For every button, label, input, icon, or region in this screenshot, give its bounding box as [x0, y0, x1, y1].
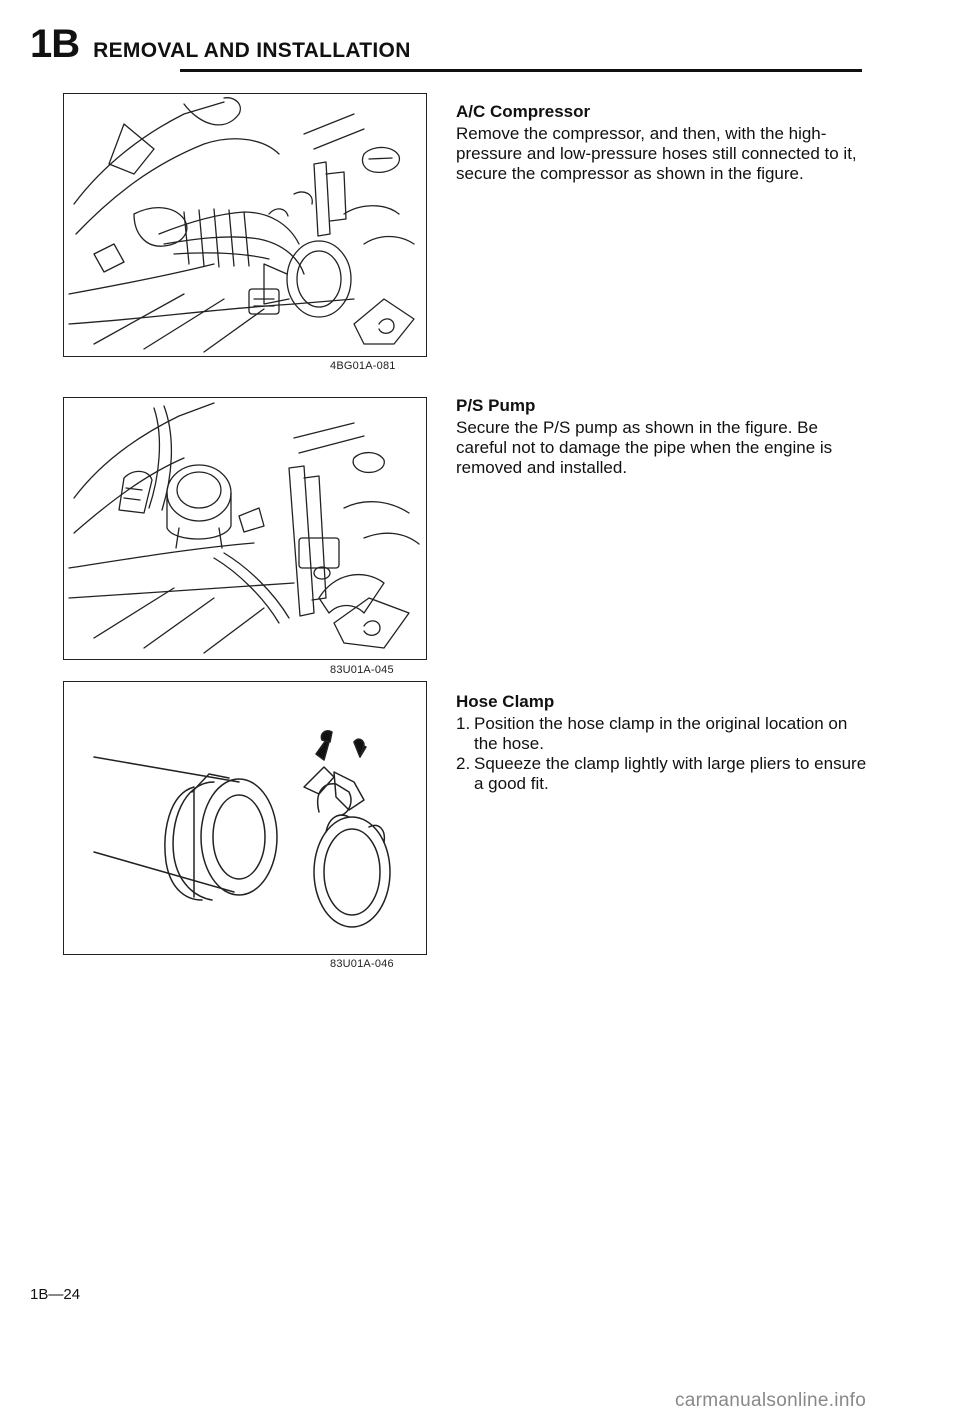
hose-clamp-section: [456, 692, 868, 794]
figure-hose-clamp: [63, 681, 427, 955]
figure-ps-pump: [63, 397, 427, 660]
list-item: [456, 754, 868, 794]
steps-list: [456, 714, 868, 794]
section-code: 1B: [30, 22, 80, 66]
step-number: 1.: [456, 714, 471, 733]
step-text: Squeeze the clamp lightly with large pliers to ensure a good fit.: [474, 754, 867, 793]
figure-code: 83U01A-045: [330, 664, 394, 676]
page-header: [30, 22, 411, 67]
hose-clamp-illustration-icon: [64, 682, 426, 954]
step-text: Position the hose clamp in the original location on the hose.: [474, 714, 848, 753]
ps-pump-illustration-icon: [64, 398, 426, 659]
step-number: 2.: [456, 754, 471, 773]
figure-ac-compressor: [63, 93, 427, 357]
section-heading: P/S Pump: [456, 396, 536, 415]
figure-code: 4BG01A-081: [330, 360, 396, 372]
section-heading: A/C Compressor: [456, 102, 591, 121]
page-title: REMOVAL AND INSTALLATION: [93, 39, 411, 62]
section-body: Secure the P/S pump as shown in the figure. Be careful not to damage the pipe when the engine is removed and installed.: [456, 418, 833, 477]
section-body: Remove the compressor, and then, with the high-pressure and low-pressure hoses still connected to it, secure the compressor as shown in the figure.: [456, 124, 857, 183]
watermark: carmanualsonline.info: [675, 1390, 867, 1411]
header-rule: [180, 69, 862, 72]
ps-pump-section: [456, 396, 868, 478]
figure-code: 83U01A-046: [330, 958, 394, 970]
list-item: [456, 714, 868, 754]
ac-compressor-illustration-icon: [64, 94, 426, 356]
page-number: 1B—24: [30, 1286, 81, 1303]
ac-compressor-section: [456, 102, 868, 184]
section-heading: Hose Clamp: [456, 692, 555, 711]
